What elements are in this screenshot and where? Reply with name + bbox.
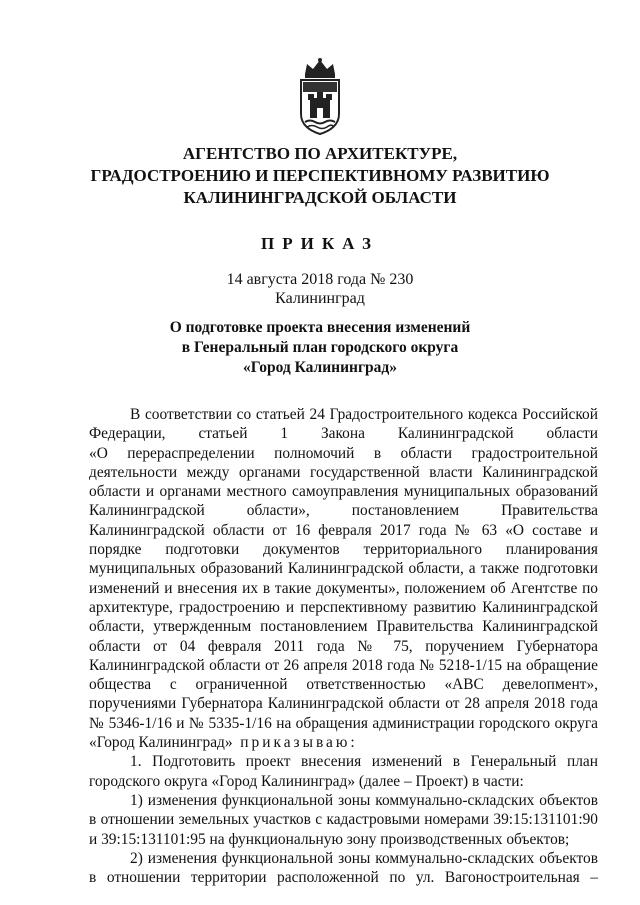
item-1-1-line: 1) изменения функциональной зоны коммунально-складских объектов — [130, 791, 598, 809]
agency-name-line-1: АГЕНТСТВО ПО АРХИТЕКТУРЕ, — [182, 144, 458, 163]
subject-line-1: О подготовке проекта внесения изменений — [169, 319, 471, 336]
body-line: «О перераспределении полномочий в области градостроительной — [89, 444, 598, 462]
document-meta — [60, 270, 580, 308]
subject-line-2: в Генеральный план городского округа — [181, 339, 459, 356]
order-word: приказываю: — [240, 734, 358, 752]
body-line: области и органами местного самоуправления муниципальных образований — [89, 483, 598, 501]
body-line: Калининградской области от 26 апреля 2018 года № 5218-1/15 на обращение — [89, 656, 598, 674]
agency-name — [60, 143, 580, 209]
body-line: общества с ограниченной ответственностью «АВС девелопмент», — [89, 676, 598, 694]
body-line: области, утвержденным постановлением Правительства Калининградской — [89, 618, 598, 636]
body-line: области от 04 февраля 2011 года № 75, поручением Губернатора — [89, 637, 598, 655]
item-1-line: городского округа «Город Калининград» (далее – Проект) в части: — [89, 772, 524, 790]
body-line: В соответствии со статьей 24 Градостроительного кодекса Российской — [130, 406, 598, 423]
body-line: порядке подготовки документов территориального планирования — [89, 541, 598, 559]
item-1-1-line: и 39:15:131101:95 на функциональную зону производственных объектов; — [89, 830, 570, 848]
coat-of-arms-emblem — [297, 56, 343, 136]
item-1-2-line: 2) изменения функциональной зоны коммунально-складских объектов — [130, 849, 598, 867]
order-city-ref: «Город Калининград» — [89, 734, 233, 752]
document-body — [89, 405, 598, 887]
item-1-2-line: в отношении территории расположенной по ул. Вагоностроительная – — [89, 869, 598, 887]
city: Калининград — [275, 290, 365, 307]
item-1-1-line: в отношении земельных участков с кадастровыми номерами 39:15:131101:90 — [89, 811, 598, 829]
agency-name-line-2: ГРАДОСТРОЕНИЮ И ПЕРСПЕКТИВНОМУ РАЗВИТИЮ — [90, 166, 550, 185]
body-line: муниципальных образований Калининградской области, а также подготовки — [89, 560, 598, 578]
body-line: поручениями Губернатора Калининградской области от 28 апреля 2018 года — [89, 695, 598, 713]
item-1-line: 1. Подготовить проект внесения изменений в Генеральный план — [130, 753, 598, 771]
agency-name-line-3: КАЛИНИНГРАДСКОЙ ОБЛАСТИ — [183, 188, 457, 207]
body-line-order — [89, 733, 598, 752]
document-type: ПРИКАЗ — [261, 234, 379, 253]
document-subject — [60, 318, 580, 378]
body-line: изменений и внесения их в такие документы», положением об Агентстве по — [89, 579, 598, 597]
subject-line-3: «Город Калининград» — [243, 359, 397, 376]
body-line: архитектуре, градостроению и перспективному развитию Калининградской — [89, 598, 598, 616]
body-line: № 5346-1/16 и № 5335-1/16 на обращения администрации городского округа — [89, 714, 598, 732]
body-line: Федерации, статьей 1 Закона Калининградской области — [89, 425, 598, 443]
body-line: Калининградской области от 16 февраля 2017 года № 63 «О составе и — [89, 521, 598, 539]
date-and-number: 14 августа 2018 года № 230 — [226, 271, 414, 288]
body-line: Калининградской области», постановлением Правительства — [89, 502, 598, 520]
body-line: деятельности между органами государственной власти Калининградской — [89, 463, 598, 481]
